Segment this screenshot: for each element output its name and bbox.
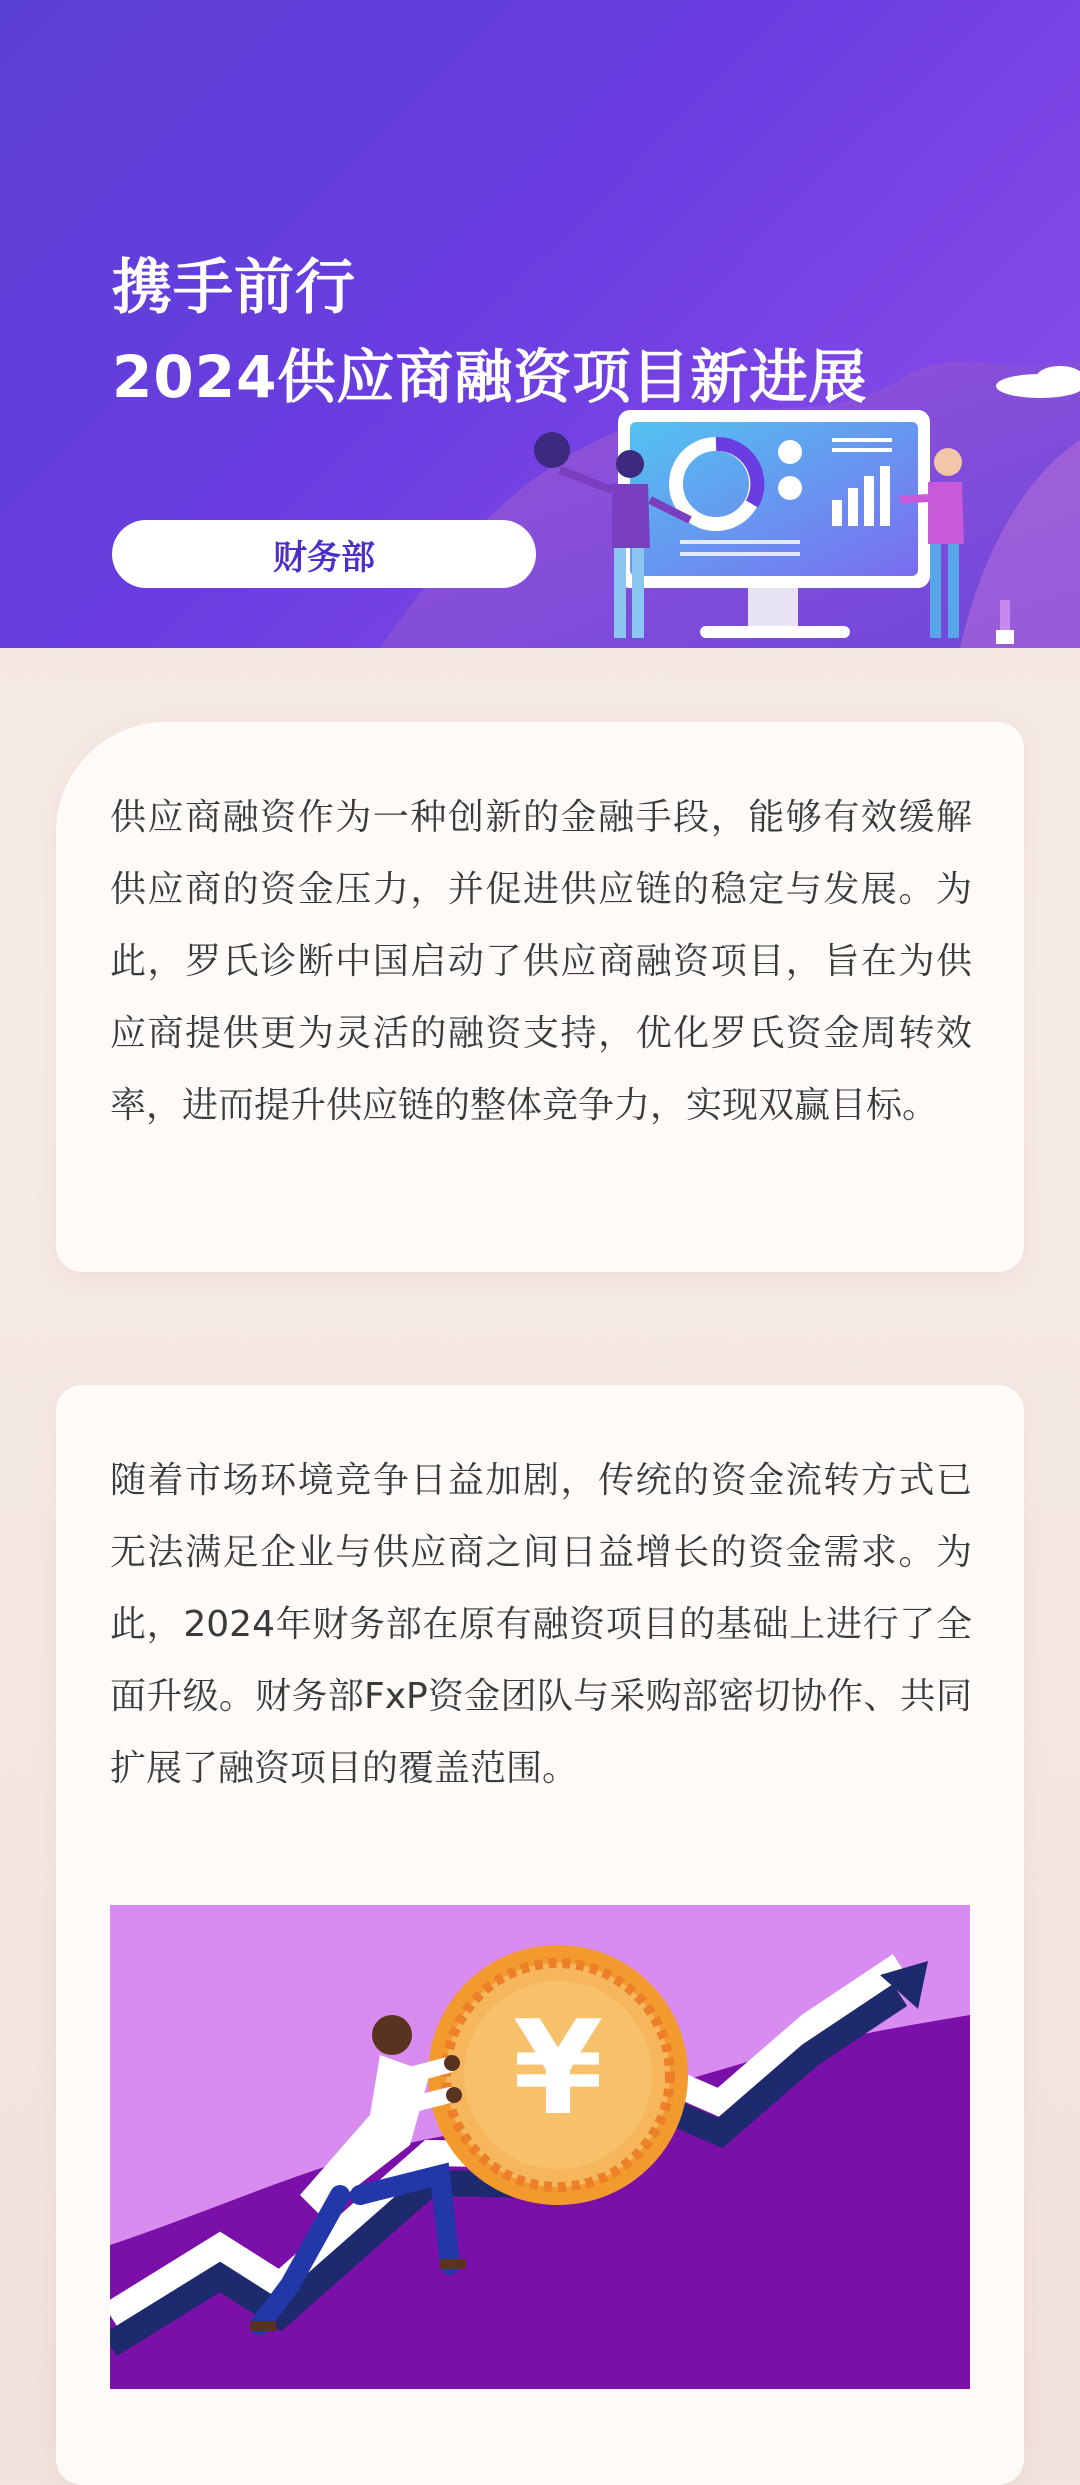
illustration-art <box>110 1905 970 2389</box>
department-badge: 财务部 <box>112 520 536 588</box>
header-banner <box>0 0 1080 648</box>
update-paragraph: 随着市场环境竞争日益加剧，传统的资金流转方式已无法满足企业与供应商之间日益增长的资金需求。为此，2024年财务部在原有融资项目的基础上进行了全面升级。财务部FxP资金团队与采购部密切协作、共同扩展了融资项目的覆盖范围。 <box>110 1460 972 1789</box>
intro-paragraph: 供应商融资作为一种创新的金融手段，能够有效缓解供应商的资金压力，并促进供应链的稳定与发展。为此，罗氏诊断中国启动了供应商融资项目，旨在为供应商提供更为灵活的融资支持，优化罗氏资金周转效率，进而提升供应链的整体竞争力，实现双赢目标。 <box>110 797 972 1126</box>
yen-symbol: ¥ <box>512 1992 604 2144</box>
title-line-1: 携手前行 <box>112 253 356 323</box>
title-line-2: 2024供应商融资项目新进展 <box>112 343 868 411</box>
intro-card <box>56 722 1024 1272</box>
update-card <box>56 1385 1024 2485</box>
yen-coin-growth-illustration <box>110 1905 970 2389</box>
